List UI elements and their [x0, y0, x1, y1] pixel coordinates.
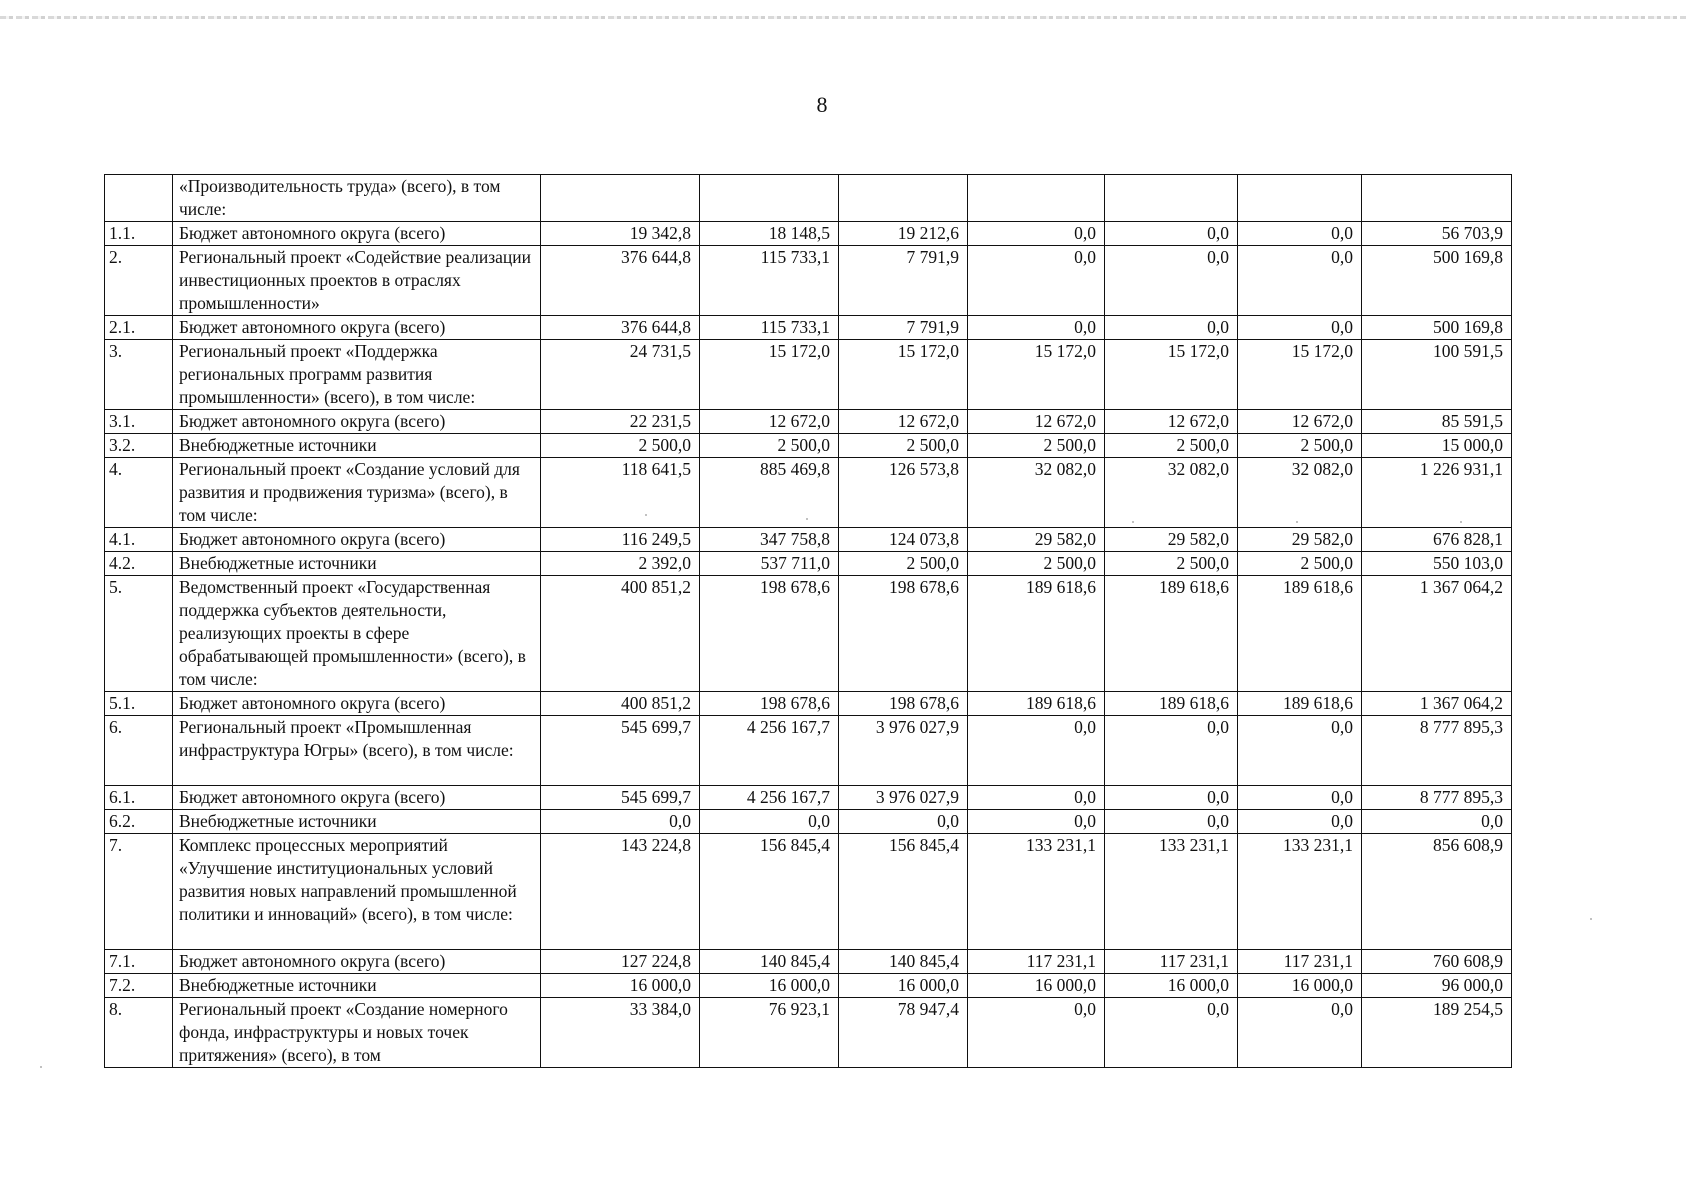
row-year-value: 347 758,8 — [700, 528, 839, 552]
row-year-value: 2 500,0 — [1105, 552, 1238, 576]
row-year-value: 0,0 — [1238, 716, 1362, 786]
row-year-value: 0,0 — [1105, 810, 1238, 834]
table-row — [105, 810, 1512, 834]
row-year-value: 22 231,5 — [541, 410, 700, 434]
row-year-value: 0,0 — [968, 998, 1105, 1068]
row-year-value: 2 500,0 — [968, 552, 1105, 576]
row-year-value: 19 342,8 — [541, 222, 700, 246]
row-total-value: 1 226 931,1 — [1362, 458, 1512, 528]
row-year-value: 189 618,6 — [1238, 692, 1362, 716]
row-year-value: 24 731,5 — [541, 340, 700, 410]
row-year-value: 4 256 167,7 — [700, 786, 839, 810]
row-name: Комплекс процессных мероприятий «Улучшение институциональных условий развития новых направлений промышленной политики и инноваций» (всего), в том числе: — [173, 834, 541, 950]
table-row — [105, 458, 1512, 528]
table-row — [105, 552, 1512, 576]
row-total-value: 676 828,1 — [1362, 528, 1512, 552]
row-total-value: 96 000,0 — [1362, 974, 1512, 998]
row-year-value: 4 256 167,7 — [700, 716, 839, 786]
row-year-value: 198 678,6 — [700, 576, 839, 692]
row-total-value: 8 777 895,3 — [1362, 786, 1512, 810]
row-year-value: 545 699,7 — [541, 786, 700, 810]
row-name: Ведомственный проект «Государственная поддержка субъектов деятельности, реализующих проекты в сфере обрабатывающей промышленности» (всего), в том числе: — [173, 576, 541, 692]
row-year-value: 0,0 — [968, 716, 1105, 786]
row-number: 4. — [105, 458, 173, 528]
row-year-value — [839, 175, 968, 222]
table-row — [105, 716, 1512, 786]
row-name: Внебюджетные источники — [173, 552, 541, 576]
row-year-value: 189 618,6 — [968, 692, 1105, 716]
row-year-value: 0,0 — [1238, 222, 1362, 246]
row-year-value: 133 231,1 — [1105, 834, 1238, 950]
row-year-value: 2 500,0 — [1105, 434, 1238, 458]
table-row — [105, 246, 1512, 316]
row-total-value: 760 608,9 — [1362, 950, 1512, 974]
row-year-value: 189 618,6 — [1238, 576, 1362, 692]
row-year-value: 0,0 — [1105, 316, 1238, 340]
row-year-value: 0,0 — [1238, 810, 1362, 834]
row-year-value: 2 392,0 — [541, 552, 700, 576]
row-name: Бюджет автономного округа (всего) — [173, 410, 541, 434]
row-year-value: 156 845,4 — [700, 834, 839, 950]
row-year-value: 0,0 — [1105, 786, 1238, 810]
row-year-value: 117 231,1 — [968, 950, 1105, 974]
row-total-value: 500 169,8 — [1362, 316, 1512, 340]
row-name: Бюджет автономного округа (всего) — [173, 950, 541, 974]
row-name: Бюджет автономного округа (всего) — [173, 692, 541, 716]
row-number: 2. — [105, 246, 173, 316]
row-year-value: 29 582,0 — [968, 528, 1105, 552]
row-year-value: 2 500,0 — [1238, 434, 1362, 458]
row-year-value — [1238, 175, 1362, 222]
row-number: 3.2. — [105, 434, 173, 458]
row-number: 6. — [105, 716, 173, 786]
row-year-value: 189 618,6 — [1105, 692, 1238, 716]
row-year-value: 16 000,0 — [1105, 974, 1238, 998]
row-year-value: 400 851,2 — [541, 576, 700, 692]
row-year-value: 12 672,0 — [839, 410, 968, 434]
row-number: 3.1. — [105, 410, 173, 434]
row-total-value: 15 000,0 — [1362, 434, 1512, 458]
row-year-value: 537 711,0 — [700, 552, 839, 576]
row-year-value: 885 469,8 — [700, 458, 839, 528]
row-year-value: 156 845,4 — [839, 834, 968, 950]
row-year-value: 33 384,0 — [541, 998, 700, 1068]
row-number: 3. — [105, 340, 173, 410]
row-year-value: 12 672,0 — [1238, 410, 1362, 434]
table-row — [105, 222, 1512, 246]
table-row — [105, 410, 1512, 434]
row-number — [105, 175, 173, 222]
row-year-value: 29 582,0 — [1238, 528, 1362, 552]
row-year-value: 0,0 — [968, 810, 1105, 834]
row-number: 4.1. — [105, 528, 173, 552]
row-year-value: 117 231,1 — [1238, 950, 1362, 974]
row-year-value: 116 249,5 — [541, 528, 700, 552]
row-year-value: 198 678,6 — [839, 576, 968, 692]
row-total-value — [1362, 175, 1512, 222]
row-year-value: 2 500,0 — [968, 434, 1105, 458]
row-name: Региональный проект «Промышленная инфраструктура Югры» (всего), в том числе: — [173, 716, 541, 786]
row-year-value: 15 172,0 — [700, 340, 839, 410]
row-year-value: 545 699,7 — [541, 716, 700, 786]
row-year-value — [968, 175, 1105, 222]
row-year-value: 16 000,0 — [541, 974, 700, 998]
scan-speck — [1460, 521, 1462, 523]
table-row — [105, 175, 1512, 222]
budget-table — [104, 174, 1512, 1068]
row-number: 6.1. — [105, 786, 173, 810]
row-year-value: 12 672,0 — [968, 410, 1105, 434]
row-name: «Производительность труда» (всего), в том числе: — [173, 175, 541, 222]
row-year-value: 198 678,6 — [839, 692, 968, 716]
row-year-value: 115 733,1 — [700, 246, 839, 316]
row-year-value: 140 845,4 — [700, 950, 839, 974]
row-year-value — [541, 175, 700, 222]
row-number: 7. — [105, 834, 173, 950]
table-row — [105, 950, 1512, 974]
row-year-value: 3 976 027,9 — [839, 716, 968, 786]
row-total-value: 1 367 064,2 — [1362, 576, 1512, 692]
row-name: Бюджет автономного округа (всего) — [173, 222, 541, 246]
table-row — [105, 528, 1512, 552]
row-year-value: 32 082,0 — [1105, 458, 1238, 528]
row-year-value: 0,0 — [968, 222, 1105, 246]
row-year-value: 32 082,0 — [968, 458, 1105, 528]
row-year-value: 16 000,0 — [1238, 974, 1362, 998]
row-year-value: 2 500,0 — [1238, 552, 1362, 576]
row-year-value: 117 231,1 — [1105, 950, 1238, 974]
row-year-value: 78 947,4 — [839, 998, 968, 1068]
table-row — [105, 434, 1512, 458]
table-row — [105, 316, 1512, 340]
row-year-value: 0,0 — [1238, 998, 1362, 1068]
row-name: Внебюджетные источники — [173, 974, 541, 998]
row-year-value: 16 000,0 — [700, 974, 839, 998]
page-number: 8 — [816, 92, 828, 117]
row-total-value: 1 367 064,2 — [1362, 692, 1512, 716]
row-year-value: 0,0 — [541, 810, 700, 834]
table-row — [105, 692, 1512, 716]
table-row — [105, 974, 1512, 998]
row-year-value: 15 172,0 — [1105, 340, 1238, 410]
row-total-value: 0,0 — [1362, 810, 1512, 834]
row-year-value: 376 644,8 — [541, 246, 700, 316]
row-year-value — [1105, 175, 1238, 222]
row-number: 5.1. — [105, 692, 173, 716]
row-year-value: 0,0 — [968, 786, 1105, 810]
row-year-value: 0,0 — [1238, 316, 1362, 340]
row-year-value: 0,0 — [968, 316, 1105, 340]
row-year-value: 0,0 — [1105, 716, 1238, 786]
row-year-value: 133 231,1 — [968, 834, 1105, 950]
row-year-value: 15 172,0 — [839, 340, 968, 410]
row-name: Региональный проект «Создание условий для развития и продвижения туризма» (всего), в том числе: — [173, 458, 541, 528]
row-year-value: 400 851,2 — [541, 692, 700, 716]
row-number: 6.2. — [105, 810, 173, 834]
scan-edge-artifact — [0, 16, 1686, 19]
row-year-value: 2 500,0 — [839, 434, 968, 458]
row-total-value: 500 169,8 — [1362, 246, 1512, 316]
row-year-value: 19 212,6 — [839, 222, 968, 246]
row-total-value: 100 591,5 — [1362, 340, 1512, 410]
row-year-value: 118 641,5 — [541, 458, 700, 528]
budget-table-body — [105, 175, 1512, 1068]
scan-speck — [645, 514, 647, 516]
row-year-value: 0,0 — [1238, 786, 1362, 810]
row-name: Региональный проект «Создание номерного фонда, инфраструктуры и новых точек притяжения» (всего), в том — [173, 998, 541, 1068]
row-year-value: 12 672,0 — [1105, 410, 1238, 434]
row-total-value: 189 254,5 — [1362, 998, 1512, 1068]
row-year-value: 18 148,5 — [700, 222, 839, 246]
row-year-value: 76 923,1 — [700, 998, 839, 1068]
row-year-value: 189 618,6 — [968, 576, 1105, 692]
row-year-value: 0,0 — [1105, 246, 1238, 316]
row-year-value: 7 791,9 — [839, 246, 968, 316]
row-year-value: 0,0 — [700, 810, 839, 834]
row-number: 7.2. — [105, 974, 173, 998]
row-year-value: 15 172,0 — [968, 340, 1105, 410]
row-year-value: 189 618,6 — [1105, 576, 1238, 692]
row-year-value: 127 224,8 — [541, 950, 700, 974]
row-name: Бюджет автономного округа (всего) — [173, 316, 541, 340]
row-year-value: 2 500,0 — [700, 434, 839, 458]
row-total-value: 8 777 895,3 — [1362, 716, 1512, 786]
table-row — [105, 834, 1512, 950]
row-year-value: 29 582,0 — [1105, 528, 1238, 552]
row-year-value: 3 976 027,9 — [839, 786, 968, 810]
row-year-value: 15 172,0 — [1238, 340, 1362, 410]
row-year-value: 2 500,0 — [541, 434, 700, 458]
row-year-value: 12 672,0 — [700, 410, 839, 434]
row-year-value — [700, 175, 839, 222]
table-row — [105, 340, 1512, 410]
row-year-value: 7 791,9 — [839, 316, 968, 340]
row-year-value: 140 845,4 — [839, 950, 968, 974]
row-year-value: 376 644,8 — [541, 316, 700, 340]
table-row — [105, 998, 1512, 1068]
scan-speck — [1590, 918, 1592, 920]
scan-speck — [1132, 521, 1134, 523]
row-total-value: 856 608,9 — [1362, 834, 1512, 950]
row-number: 1.1. — [105, 222, 173, 246]
scan-speck — [1296, 521, 1298, 523]
row-year-value: 0,0 — [1105, 222, 1238, 246]
row-number: 7.1. — [105, 950, 173, 974]
table-row — [105, 576, 1512, 692]
row-name: Бюджет автономного округа (всего) — [173, 786, 541, 810]
row-name: Внебюджетные источники — [173, 810, 541, 834]
table-row — [105, 786, 1512, 810]
row-year-value: 143 224,8 — [541, 834, 700, 950]
row-total-value: 550 103,0 — [1362, 552, 1512, 576]
row-year-value: 0,0 — [1238, 246, 1362, 316]
row-number: 8. — [105, 998, 173, 1068]
row-year-value: 126 573,8 — [839, 458, 968, 528]
row-year-value: 0,0 — [968, 246, 1105, 316]
row-number: 4.2. — [105, 552, 173, 576]
scan-speck — [806, 518, 808, 520]
row-name: Бюджет автономного округа (всего) — [173, 528, 541, 552]
row-year-value: 16 000,0 — [968, 974, 1105, 998]
row-year-value: 2 500,0 — [839, 552, 968, 576]
scan-speck — [40, 1066, 42, 1068]
row-year-value: 0,0 — [839, 810, 968, 834]
row-name: Региональный проект «Поддержка региональных программ развития промышленности» (всего), в том числе: — [173, 340, 541, 410]
row-year-value: 16 000,0 — [839, 974, 968, 998]
row-year-value: 115 733,1 — [700, 316, 839, 340]
row-number: 5. — [105, 576, 173, 692]
row-year-value: 0,0 — [1105, 998, 1238, 1068]
row-number: 2.1. — [105, 316, 173, 340]
row-year-value: 133 231,1 — [1238, 834, 1362, 950]
row-total-value: 56 703,9 — [1362, 222, 1512, 246]
row-total-value: 85 591,5 — [1362, 410, 1512, 434]
row-name: Внебюджетные источники — [173, 434, 541, 458]
row-name: Региональный проект «Содействие реализации инвестиционных проектов в отраслях промышленности» — [173, 246, 541, 316]
row-year-value: 124 073,8 — [839, 528, 968, 552]
row-year-value: 32 082,0 — [1238, 458, 1362, 528]
row-year-value: 198 678,6 — [700, 692, 839, 716]
